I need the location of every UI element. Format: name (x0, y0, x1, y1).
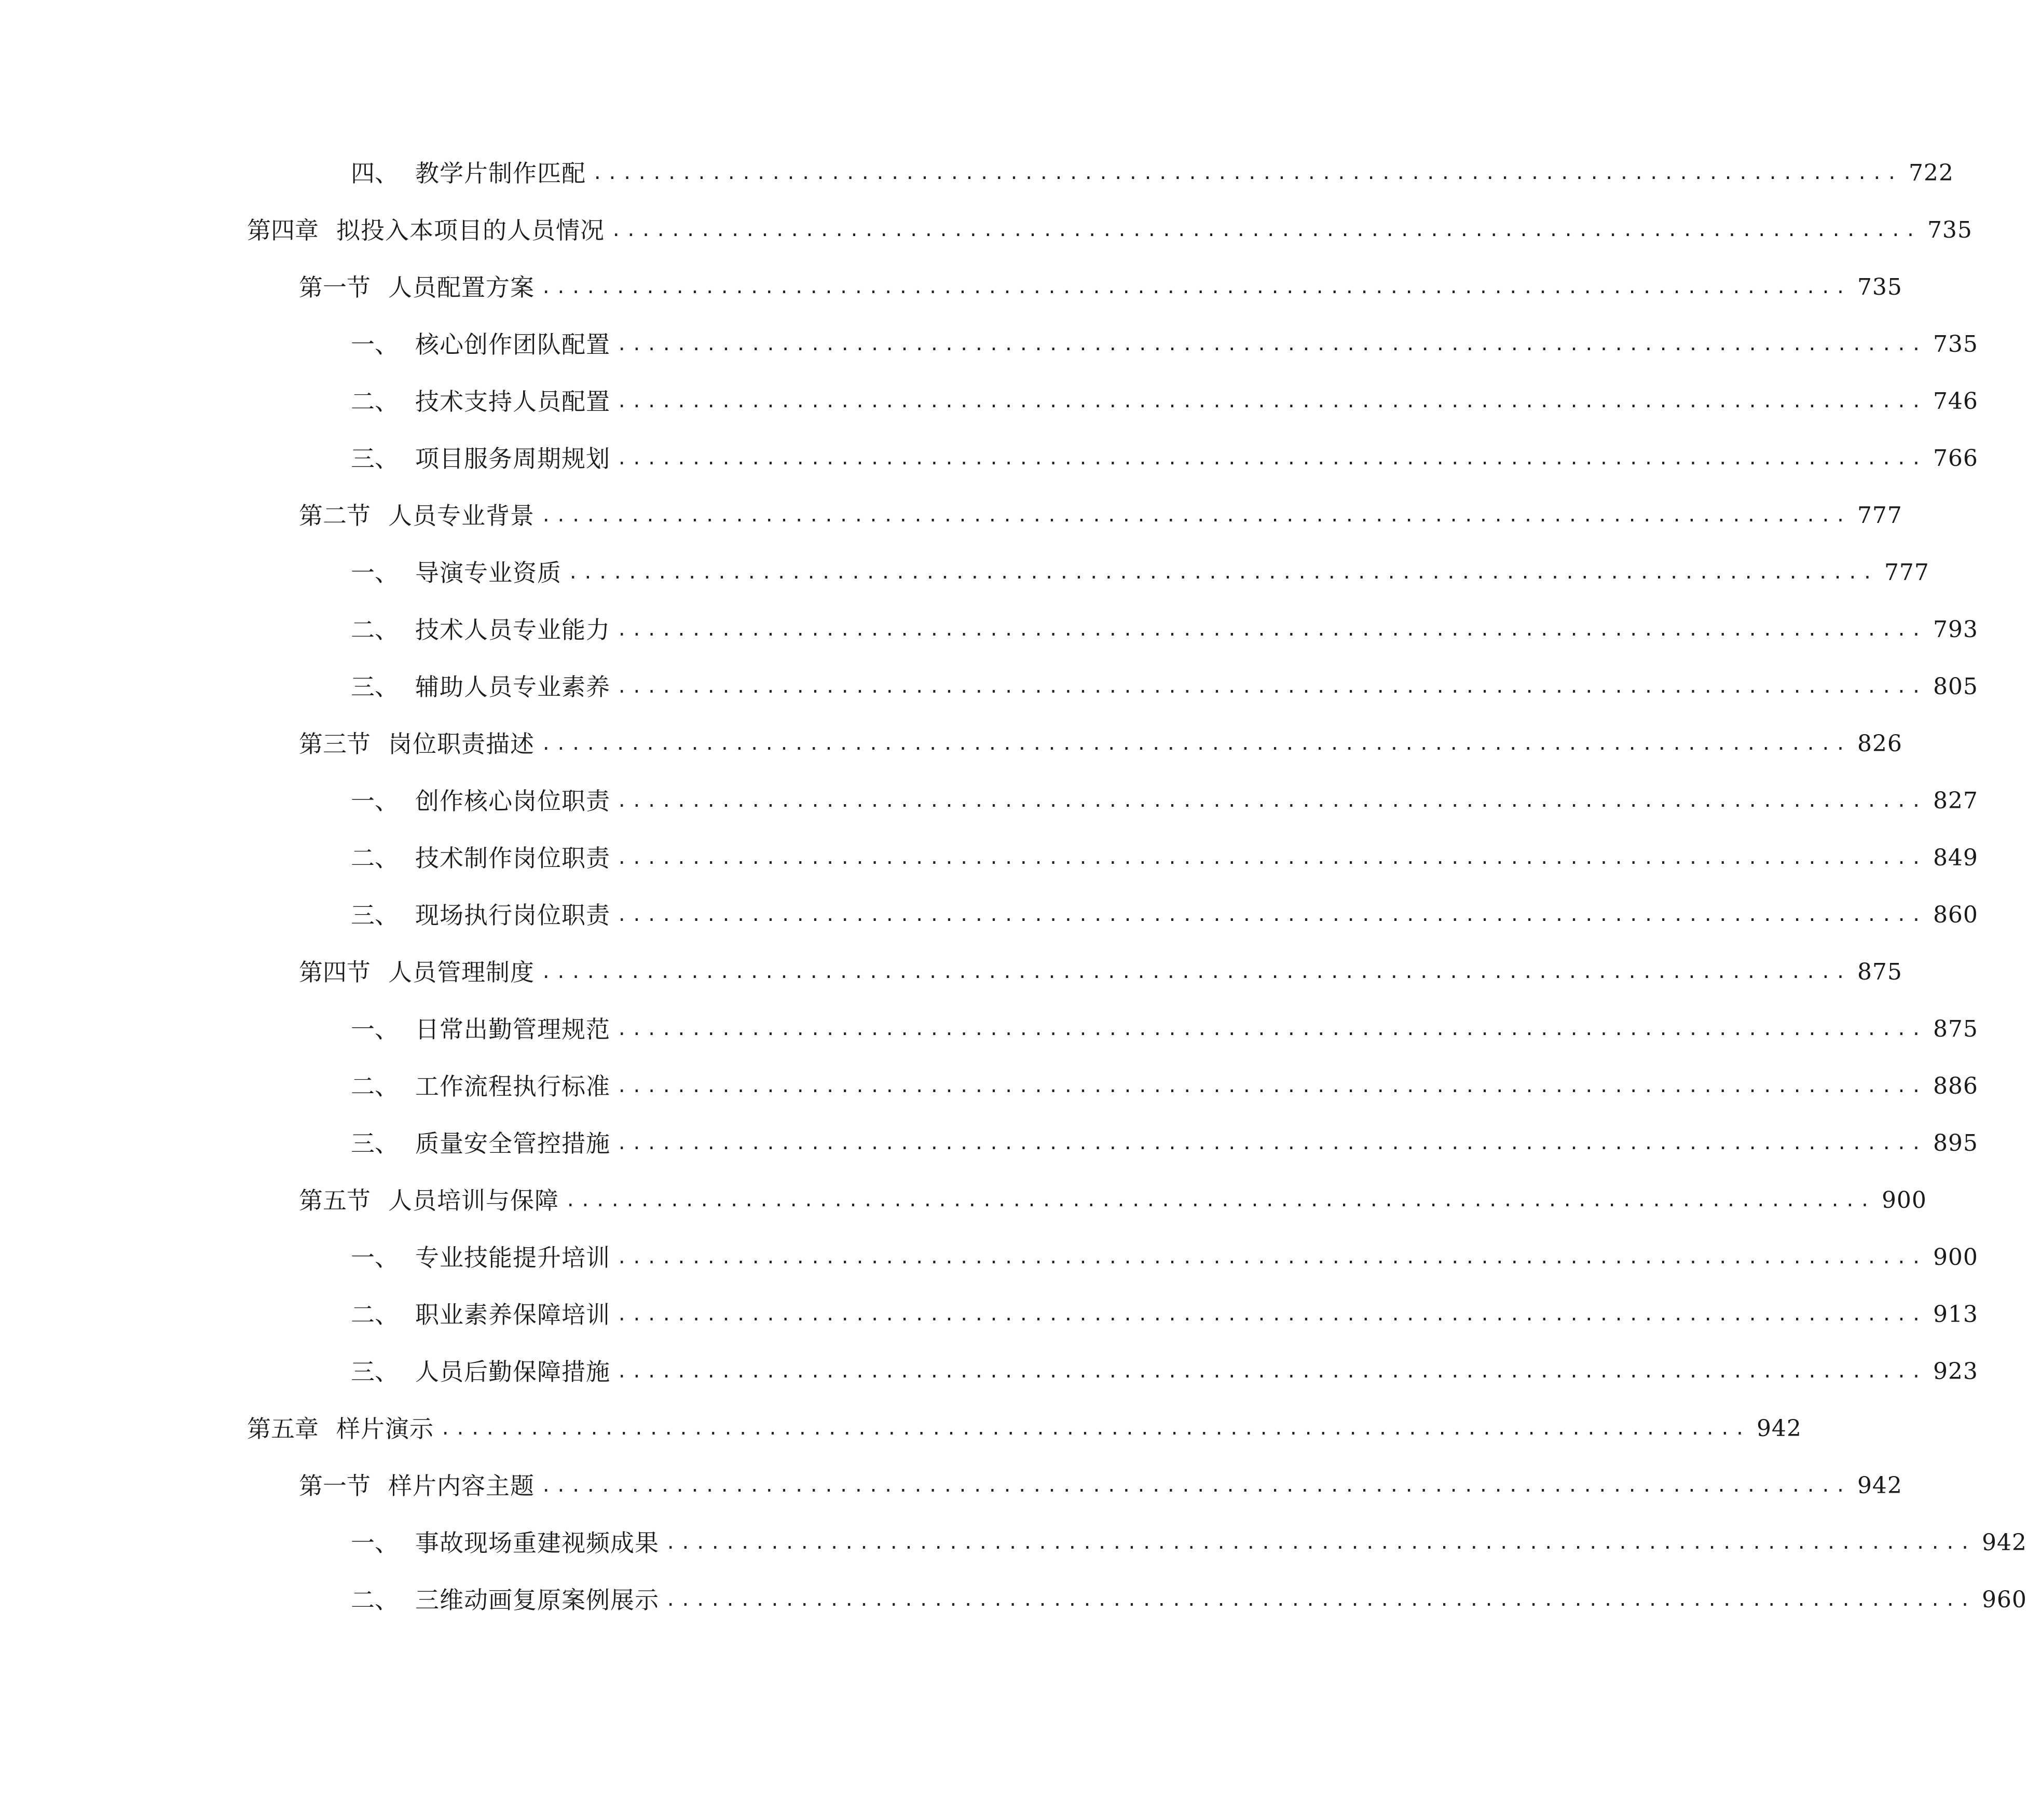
toc-entry-marker: 四、 (351, 159, 399, 187)
toc-entry-title: 项目服务周期规划 (415, 445, 610, 473)
toc-dot-leader: ........................................................................................ (611, 220, 1920, 241)
toc-dot-leader: ........................................................................................ (541, 277, 1850, 298)
toc-entry-title: 岗位职责描述 (388, 730, 535, 758)
toc-entry-page-number: 860 (1933, 902, 1978, 928)
toc-entry-section[interactable] (299, 952, 1902, 993)
toc-entry-marker: 第二节 (299, 502, 371, 530)
toc-entry-marker: 第五章 (247, 1415, 319, 1443)
toc-entry-page-number: 900 (1933, 1244, 1978, 1271)
toc-entry-item[interactable] (351, 1579, 2027, 1621)
toc-entry-section[interactable] (299, 495, 1902, 536)
toc-entry-page-number: 849 (1933, 845, 1978, 871)
toc-entry-item[interactable] (351, 381, 1978, 422)
toc-entry-item[interactable] (351, 153, 1954, 194)
toc-entry-marker: 二、 (351, 1586, 399, 1614)
toc-entry-page-number: 942 (1857, 1472, 1902, 1499)
toc-entry-item[interactable] (351, 837, 1978, 879)
toc-entry-title: 教学片制作匹配 (415, 159, 586, 187)
toc-entry-marker: 三、 (351, 1129, 399, 1157)
toc-entry-marker: 二、 (351, 616, 399, 644)
toc-entry-title: 技术人员专业能力 (415, 616, 610, 644)
toc-entry-marker: 第一节 (299, 273, 371, 301)
toc-dot-leader: ........................................................................................ (592, 163, 1901, 184)
toc-dot-leader: ........................................................................................ (617, 1019, 1926, 1040)
toc-dot-leader: ........................................................................................ (617, 1361, 1926, 1382)
toc-entry-page-number: 826 (1857, 730, 1902, 757)
toc-dot-leader: ........................................................................................ (617, 334, 1926, 355)
toc-entry-title: 现场执行岗位职责 (415, 901, 610, 929)
toc-entry-title: 质量安全管控措施 (415, 1129, 610, 1157)
toc-entry-marker: 二、 (351, 844, 399, 872)
toc-entry-page-number: 895 (1933, 1130, 1978, 1156)
toc-entry-title: 导演专业资质 (415, 559, 561, 587)
toc-entry-marker: 二、 (351, 1301, 399, 1329)
toc-entry-title: 事故现场重建视频成果 (415, 1529, 659, 1557)
toc-entry-page-number: 735 (1927, 217, 1973, 243)
toc-entry-item[interactable] (351, 609, 1978, 651)
toc-entry-page-number: 793 (1933, 616, 1978, 643)
toc-entry-item[interactable] (351, 1123, 1978, 1164)
toc-entry-marker: 一、 (351, 1015, 399, 1043)
toc-entry-page-number: 900 (1881, 1187, 1927, 1214)
toc-entry-title: 工作流程执行标准 (415, 1072, 610, 1100)
toc-entry-item[interactable] (351, 1237, 1978, 1278)
toc-dot-leader: ........................................................................................ (568, 562, 1877, 583)
toc-entry-section[interactable] (299, 1180, 1927, 1221)
toc-entry-marker: 第一节 (299, 1472, 371, 1500)
toc-entry-section[interactable] (299, 1465, 1902, 1507)
toc-dot-leader: ........................................................................................ (617, 791, 1926, 811)
toc-dot-leader: ........................................................................................ (440, 1418, 1749, 1439)
toc-entry-marker: 一、 (351, 1244, 399, 1272)
toc-entry-page-number: 735 (1933, 331, 1978, 357)
toc-dot-leader: ........................................................................................ (541, 505, 1850, 526)
toc-entry-item[interactable] (351, 324, 1978, 365)
toc-entry-title: 创作核心岗位职责 (415, 787, 610, 815)
toc-entry-marker: 三、 (351, 673, 399, 701)
toc-entry-marker: 二、 (351, 1072, 399, 1100)
toc-entry-page-number: 722 (1908, 160, 1954, 186)
toc-entry-page-number: 746 (1933, 388, 1978, 415)
toc-dot-leader: ........................................................................................ (617, 619, 1926, 640)
toc-entry-marker: 一、 (351, 787, 399, 815)
toc-entry-title: 样片演示 (336, 1415, 434, 1443)
toc-dot-leader: ........................................................................................ (617, 1133, 1926, 1154)
toc-entry-item[interactable] (351, 1066, 1978, 1107)
toc-entry-title: 辅助人员专业素养 (415, 673, 610, 701)
toc-entry-title: 专业技能提升培训 (415, 1244, 610, 1272)
toc-entry-marker: 一、 (351, 559, 399, 587)
toc-entry-page-number: 766 (1933, 445, 1978, 472)
toc-entry-marker: 三、 (351, 445, 399, 473)
toc-entry-title: 人员培训与保障 (388, 1187, 559, 1215)
toc-entry-page-number: 777 (1884, 559, 1929, 586)
toc-entry-item[interactable] (351, 1009, 1978, 1050)
toc-dot-leader: ........................................................................................ (617, 1304, 1926, 1325)
toc-dot-leader: ........................................................................................ (617, 391, 1926, 412)
toc-dot-leader: ........................................................................................ (541, 734, 1850, 754)
toc-entry-title: 核心创作团队配置 (415, 330, 610, 359)
toc-entry-marker: 一、 (351, 1529, 399, 1557)
toc-dot-leader: ........................................................................................ (617, 905, 1926, 926)
toc-entry-title: 三维动画复原案例展示 (415, 1586, 659, 1614)
toc-dot-leader: ........................................................................................ (617, 677, 1926, 697)
toc-entry-section[interactable] (299, 267, 1902, 308)
toc-dot-leader: ........................................................................................ (617, 1247, 1926, 1268)
toc-dot-leader: ........................................................................................ (565, 1190, 1874, 1211)
toc-entry-page-number: 777 (1857, 502, 1902, 529)
toc-entry-page-number: 827 (1933, 788, 1978, 814)
toc-entry-page-number: 875 (1933, 1016, 1978, 1042)
toc-entry-page-number: 805 (1933, 673, 1978, 700)
toc-entry-marker: 第四节 (299, 958, 371, 986)
toc-entry-item[interactable] (351, 1351, 1978, 1392)
toc-dot-leader: ........................................................................................ (665, 1590, 1975, 1610)
toc-dot-leader: ........................................................................................ (617, 848, 1926, 868)
toc-dot-leader: ........................................................................................ (617, 448, 1926, 469)
toc-entry-title: 人员后勤保障措施 (415, 1358, 610, 1386)
toc-entry-marker: 三、 (351, 1358, 399, 1386)
toc-entry-marker: 三、 (351, 901, 399, 929)
toc-entry-title: 人员配置方案 (388, 273, 535, 301)
toc-entry-page-number: 923 (1933, 1358, 1978, 1385)
toc-entry-item[interactable] (351, 438, 1978, 479)
toc-entry-title: 技术制作岗位职责 (415, 844, 610, 872)
toc-entry-title: 职业素养保障培训 (415, 1301, 610, 1329)
toc-entry-page-number: 942 (1981, 1529, 2027, 1556)
toc-entry-marker: 第四章 (247, 216, 319, 244)
toc-entry-chapter[interactable] (247, 1408, 1802, 1450)
toc-entry-title: 人员管理制度 (388, 958, 535, 986)
toc-entry-page-number: 886 (1933, 1073, 1978, 1099)
toc-entry-item[interactable] (351, 1522, 2027, 1564)
toc-entry-chapter[interactable] (247, 210, 1973, 251)
toc-entry-item[interactable] (351, 666, 1978, 708)
toc-entry-marker: 第三节 (299, 730, 371, 758)
toc-entry-section[interactable] (299, 723, 1902, 765)
toc-entry-item[interactable] (351, 1294, 1978, 1335)
toc-entry-item[interactable] (351, 780, 1978, 822)
toc-entry-item[interactable] (351, 552, 1929, 594)
toc-dot-leader: ........................................................................................ (665, 1533, 1975, 1553)
toc-entry-marker: 二、 (351, 388, 399, 416)
toc-entry-page-number: 942 (1756, 1415, 1802, 1442)
toc-entry-title: 技术支持人员配置 (415, 388, 610, 416)
toc-entry-item[interactable] (351, 894, 1978, 936)
toc-dot-leader: ........................................................................................ (541, 1476, 1850, 1496)
toc-entry-title: 样片内容主题 (388, 1472, 535, 1500)
toc-dot-leader: ........................................................................................ (617, 1076, 1926, 1097)
toc-entry-marker: 第五节 (299, 1187, 371, 1215)
toc-entry-page-number: 913 (1933, 1301, 1978, 1328)
toc-entry-page-number: 960 (1981, 1587, 2027, 1613)
toc-entry-title: 人员专业背景 (388, 502, 535, 530)
toc-entry-page-number: 735 (1857, 274, 1902, 300)
toc-entry-title: 拟投入本项目的人员情况 (336, 216, 605, 244)
toc-entry-marker: 一、 (351, 330, 399, 359)
toc-dot-leader: ........................................................................................ (541, 962, 1850, 983)
toc-entry-page-number: 875 (1857, 959, 1902, 985)
toc-entry-title: 日常出勤管理规范 (415, 1015, 610, 1043)
